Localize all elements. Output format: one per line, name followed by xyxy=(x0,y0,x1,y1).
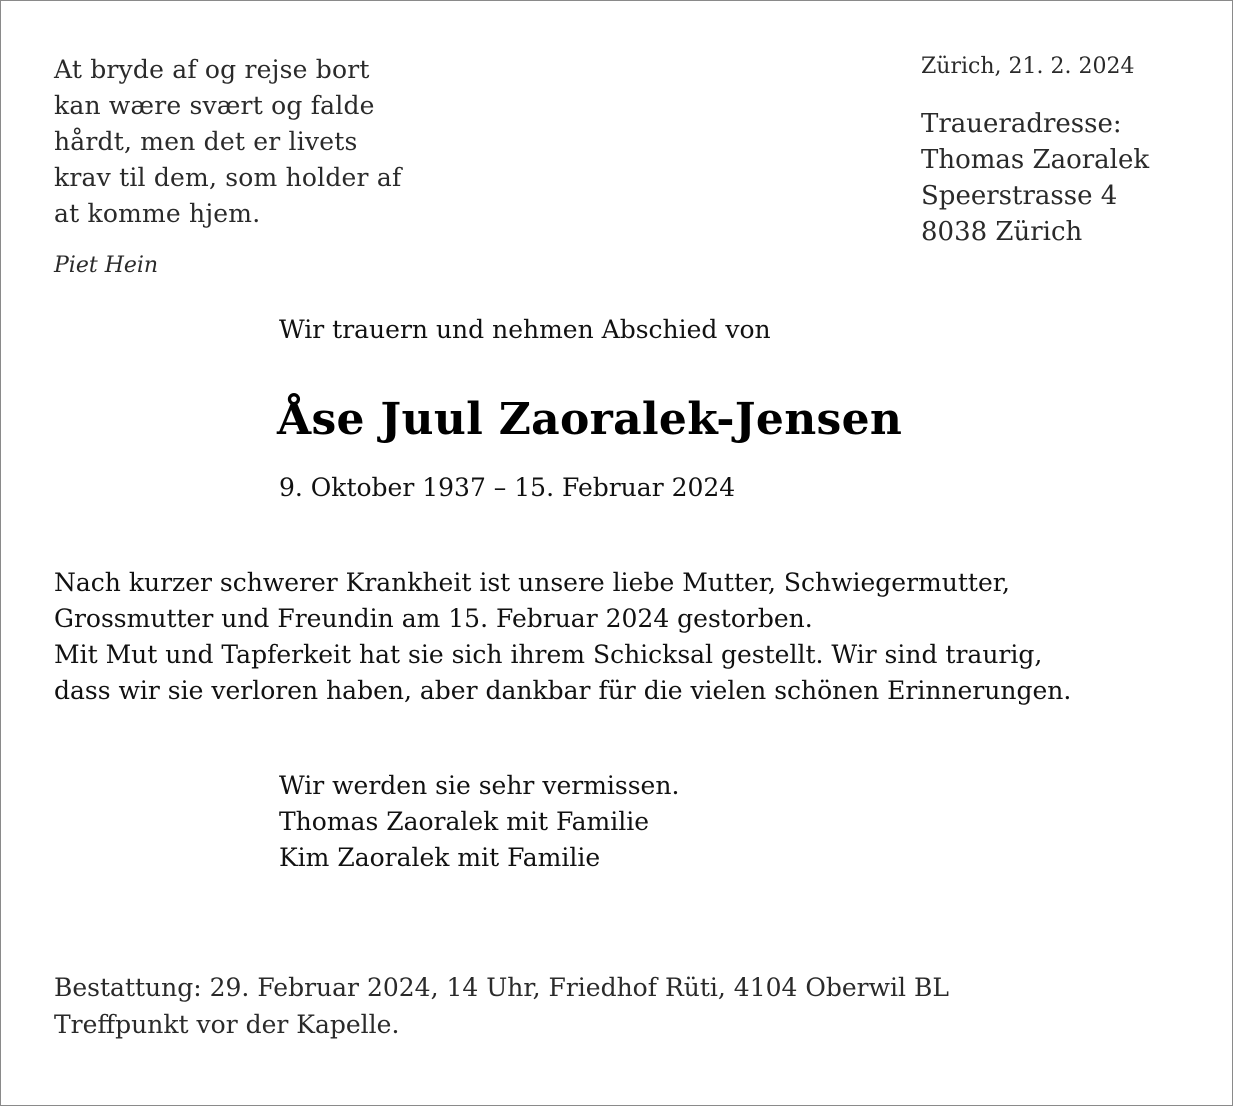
address-line: Traueradresse: xyxy=(921,109,1122,139)
family-signoff xyxy=(279,768,679,876)
body-line: Mit Mut und Tapferkeit hat sie sich ihrem Schicksal gestellt. Wir sind traurig, xyxy=(54,640,1043,669)
address-line: Thomas Zaoralek xyxy=(921,145,1150,175)
signoff-line: Wir werden sie sehr vermissen. xyxy=(279,771,680,800)
intro-text: Wir trauern und nehmen Abschied von xyxy=(279,315,771,344)
notice-body xyxy=(54,565,1071,709)
signoff-line: Kim Zaoralek mit Familie xyxy=(279,843,601,872)
funeral-details xyxy=(54,969,949,1043)
address-line: 8038 Zürich xyxy=(921,217,1083,247)
lifespan-dates: 9. Oktober 1937 – 15. Februar 2024 xyxy=(279,473,736,502)
body-line: Grossmutter und Freundin am 15. Februar 2024 gestorben. xyxy=(54,604,813,633)
quote-line: at komme hjem. xyxy=(54,199,261,228)
address-line: Speerstrasse 4 xyxy=(921,181,1118,211)
deceased-name: Åse Juul Zaoralek-Jensen xyxy=(277,394,903,445)
funeral-line: Bestattung: 29. Februar 2024, 14 Uhr, Friedhof Rüti, 4104 Oberwil BL xyxy=(54,973,949,1002)
quote-line: At bryde af og rejse bort xyxy=(54,55,370,84)
date-place: Zürich, 21. 2. 2024 xyxy=(921,54,1135,79)
quote-author: Piet Hein xyxy=(54,253,159,278)
body-line: dass wir sie verloren haben, aber dankbar für die vielen schönen Erinnerungen. xyxy=(54,676,1072,705)
funeral-line: Treffpunkt vor der Kapelle. xyxy=(54,1010,400,1039)
signoff-line: Thomas Zaoralek mit Familie xyxy=(279,807,650,836)
quote-line: kan wære svært og falde xyxy=(54,91,375,120)
body-line: Nach kurzer schwerer Krankheit ist unsere liebe Mutter, Schwiegermutter, xyxy=(54,568,1010,597)
quote-poem xyxy=(54,52,401,232)
quote-line: krav til dem, som holder af xyxy=(54,163,402,192)
quote-line: hårdt, men det er livets xyxy=(54,127,358,156)
mourning-address xyxy=(921,106,1149,250)
